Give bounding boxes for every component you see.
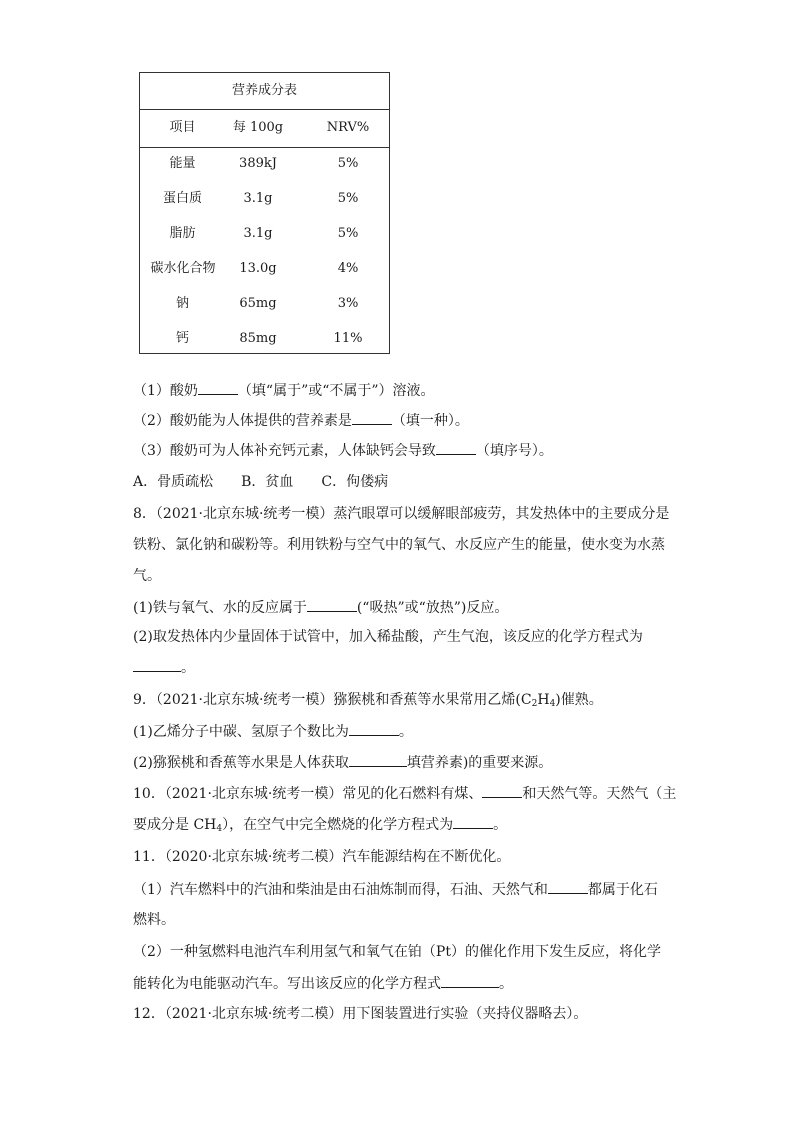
q8-part2: (2)取发热体内少量固体于试管中，加入稀盐酸，产生气泡，该反应的化学方程式为 xyxy=(133,629,643,645)
answer-blank[interactable] xyxy=(436,440,476,455)
cell-nrv: 4% xyxy=(337,261,359,276)
q12-stem: 12．（2021·北京东城·统考二模）用下图装置进行实验（夹持仪器略去）。 xyxy=(133,1006,588,1022)
table-row xyxy=(140,216,389,251)
answer-blank[interactable] xyxy=(133,657,181,672)
q8-stem-line3: 气。 xyxy=(133,568,161,584)
q7-options: A．骨质疏松 B．贫血 C．佝偻病 xyxy=(133,474,389,490)
answer-blank[interactable] xyxy=(352,410,392,425)
cell-amount: 65mg xyxy=(239,296,277,311)
q7-part3: （3）酸奶可为人体补充钙元素，人体缺钙会导致 （填序号）。 xyxy=(133,440,553,461)
cell-amount: 389kJ xyxy=(239,156,277,171)
q9-part1: (1)乙烯分子中碳、氢原子个数比为 。 xyxy=(133,721,413,742)
table-row xyxy=(140,251,389,286)
cell-item: 钠 xyxy=(175,296,189,311)
table-title: 营养成分表 xyxy=(140,73,389,110)
cell-item: 能量 xyxy=(169,156,196,171)
header-amount: 每 100g xyxy=(232,120,284,135)
header-item: 项目 xyxy=(169,120,196,135)
q8-stem-line2: 铁粉、氯化钠和碳粉等。利用铁粉与空气中的氧气、水反应产生的能量，使水变为水蒸 xyxy=(133,537,665,553)
cell-nrv: 11% xyxy=(333,331,363,346)
q10-line2: 要成分是 $CH_4$），在空气中完全燃烧的化学方程式为 。 xyxy=(133,814,507,839)
q11-stem: 11．（2020·北京东城·统考二模）汽车能源结构在不断优化。 xyxy=(133,849,511,865)
table-header-row xyxy=(140,109,389,148)
cell-amount: 3.1g xyxy=(243,226,273,241)
q9-stem: 9．（2021·北京东城·统考一模）猕猴桃和香蕉等水果常用乙烯$(C_2H_4)$催熟。 xyxy=(133,692,603,709)
q11-part1: （1）汽车燃料中的汽油和柴油是由石油炼制而得，石油、天然气和 都属于化石 xyxy=(133,879,658,900)
answer-blank[interactable] xyxy=(198,380,238,395)
cell-amount: 3.1g xyxy=(243,191,273,206)
table-row xyxy=(140,321,389,356)
answer-blank[interactable] xyxy=(548,879,588,894)
cell-nrv: 5% xyxy=(337,226,359,241)
q11-part2-cont: 能转化为电能驱动汽车。写出该反应的化学方程式 。 xyxy=(133,973,513,994)
q11-part1-cont: 燃料。 xyxy=(133,912,175,928)
answer-blank[interactable] xyxy=(482,783,522,798)
cell-item: 钙 xyxy=(175,331,189,346)
table-row xyxy=(140,286,389,321)
cell-nrv: 3% xyxy=(337,296,359,311)
answer-blank[interactable] xyxy=(441,973,499,988)
answer-blank[interactable] xyxy=(307,597,357,612)
q7-part1: （1）酸奶 （填“属于”或“不属于”）溶液。 xyxy=(133,380,435,401)
cell-item: 脂肪 xyxy=(169,226,196,241)
q7-part2: （2）酸奶能为人体提供的营养素是 （填一种）。 xyxy=(133,410,469,431)
q8-part1: (1)铁与氧气、水的反应属于 (“吸热”或“放热”)反应。 xyxy=(133,597,508,618)
answer-blank[interactable] xyxy=(349,752,407,767)
nutrition-table xyxy=(139,72,390,354)
q8-part2-answer: 。 xyxy=(133,657,195,678)
cell-amount: 85mg xyxy=(239,331,277,346)
q8-stem-line1: 8．（2021·北京东城·统考一模）蒸汽眼罩可以缓解眼部疲劳，其发热体中的主要成分是 xyxy=(133,506,670,522)
cell-amount: 13.0g xyxy=(239,261,277,276)
q9-part2: (2)猕猴桃和香蕉等水果是人体获取 填营养素)的重要来源。 xyxy=(133,752,552,773)
cell-nrv: 5% xyxy=(337,191,359,206)
q11-part2: （2）一种氢燃料电池汽车利用氢气和氧气在铂（Pt）的催化作用下发生反应，将化学 xyxy=(133,944,661,960)
cell-item: 碳水化合物 xyxy=(150,261,216,276)
cell-nrv: 5% xyxy=(337,156,359,171)
answer-blank[interactable] xyxy=(453,814,493,829)
table-row xyxy=(140,181,389,216)
table-row xyxy=(140,146,389,181)
header-nrv: NRV% xyxy=(326,120,370,135)
cell-item: 蛋白质 xyxy=(162,191,202,206)
q10-line1: 10．（2021·北京东城·统考一模）常见的化石燃料有煤、 和天然气等。天然气（主 xyxy=(133,783,676,804)
answer-blank[interactable] xyxy=(349,721,399,736)
